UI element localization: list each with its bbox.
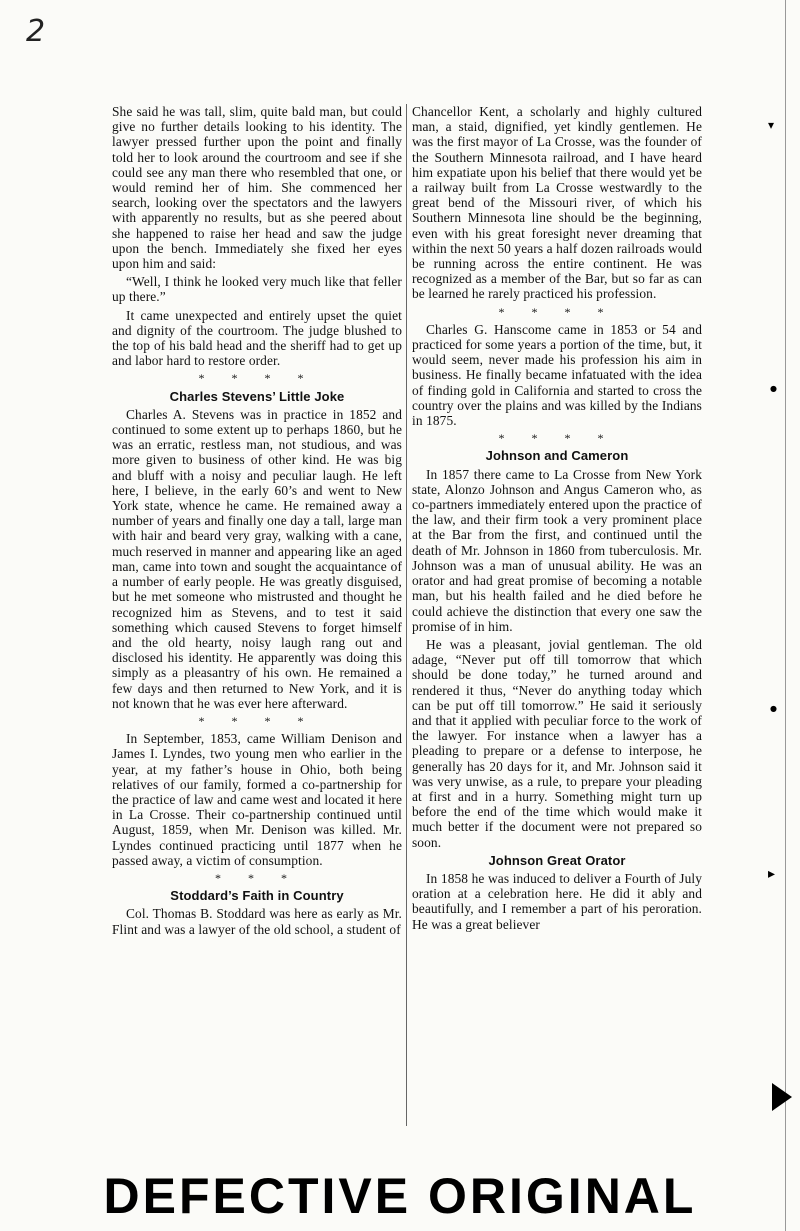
page-edge-line [785,0,786,1231]
left-paragraph-3: It came unexpected and entirely upset the quiet and dignity of the courtroom. The judge blushed to the top of his bald head and the sheriff had to get up and labor hard to restore order. [112,307,402,369]
right-column [412,104,702,935]
right-paragraph-5: In 1858 he was induced to deliver a Fourth of July oration at a celebration here. He did it ably and beautifully, and I remember a part of his peroration. He was a great believer [412,870,702,932]
section-divider: * * * * [498,431,616,446]
section-heading-stoddard: Stoddard’s Faith in Country [170,888,344,904]
left-paragraph-6: Col. Thomas B. Stoddard was here as early as Mr. Flint and was a lawyer of the old school, a student of [112,906,402,937]
margin-dot-icon: ● [770,384,777,393]
edge-pointer-icon [772,1083,792,1111]
column-rule [406,104,407,1126]
page-number: 2 [26,14,46,49]
left-paragraph-2: “Well, I think he looked very much like that feller up there.” [112,274,402,305]
left-paragraph-1: She said he was tall, slim, quite bald man, but could give no further details looking to his identity. The lawyer pressed further upon the point and finally told her to look around the courtroom and see if she could see any man there who resembled that one, or would remind her of him. She commenced her search, looking over the spectators and the lawyers with apparently no results, but as she peered about she happened to raise her head and saw the judge upon the bench. Immediately she fixed her eyes upon him and said: [112,104,402,272]
section-divider: * * * * [198,713,316,728]
right-paragraph-2: Charles G. Hanscome came in 1853 or 54 and practiced for some years a portion of the time, but, it would seem, never made his profession his aim in business. He finally became infatuated with the idea of finding gold in California and started to cross the country over the plains and was killed by the Indians in 1875. [412,321,702,429]
margin-dot-icon: ● [770,704,777,713]
right-paragraph-3: In 1857 there came to La Crosse from New York state, Alonzo Johnson and Angus Cameron who, as co-partners immediately entered upon the practice of the law, and their firm took a very prominent place at the Bar from the first, and continued until the death of Mr. Johnson in 1860 from tuberculosis. Mr. Johnson was a man of unusual ability. He was an orator and had great promise of becoming a notable man, but his health failed and he died before he could achieve the distinction that every one saw the promise of in him. [412,466,702,634]
left-paragraph-5: In September, 1853, came William Denison and James I. Lyndes, two young men who earlier in the year, at my father’s house in Ohio, both being relatives of our family, formed a co-partnership for the practice of law and came west and located it here in La Crosse. Their co-partnership continued until August, 1859, when Mr. Denison was killed. Mr. Lyndes continued practicing until 1877 when he passed away, a victim of consumption. [112,731,402,868]
margin-speck-icon: ▾ [768,118,775,132]
left-paragraph-4: Charles A. Stevens was in practice in 1852 and continued to some extent up to perhaps 1860, but he was an erratic, restless man, not studious, and was more given to business of other kind. He was big and bluff with a noisy and peculiar laugh. He left here, I believe, in the early 60’s and went to New York state, whence he came. He remained away a number of years and finally one day a tall, large man with hair and beard very gray, walking with a cane, much reserved in manner and appearing like an aged man, came into town and sought the acquaintance of a number of early people. He was greatly disguised, but he met someone who mistrusted and thought he recognized him as Stevens, and to test it said something which caused Stevens to forget himself and the old hearty, noisy laugh rang out and disclosed his identity. He apparently was doing this simply as a pleasantry of his own. He remained a few days and then returned to New York, and it is not known that he was ever here afterward. [112,406,402,711]
defective-original-banner: DEFECTIVE ORIGINAL [103,1168,697,1224]
section-heading-johnson-orator: Johnson Great Orator [488,852,626,868]
section-heading-stevens: Charles Stevens’ Little Joke [169,388,345,404]
section-heading-johnson-cameron: Johnson and Cameron [485,448,629,464]
margin-arrow-icon: ▸ [768,866,776,882]
section-divider: * * * [215,870,299,885]
section-divider: * * * * [498,304,616,319]
right-paragraph-4: He was a pleasant, jovial gentleman. The old adage, “Never put off till tomorrow that which should be done today,” he turned around and rendered it thus, “Never do anything today which can be put off till tomorrow.” He said it seriously and that it applied with peculiar force to the work of the lawyer. For instance when a lawyer has a pleading to prepare or a defense to interpose, he generally has 20 days for it, and Mr. Johnson said it was very unwise, as a rule, to prepare your pleading at first and in a hurry. Something might turn up before the end of the time which would make it much better if the document were not prepared so soon. [412,636,702,850]
left-column [112,104,402,940]
right-paragraph-1: Chancellor Kent, a scholarly and highly cultured man, a staid, dignified, yet kindly gentlemen. He was the first mayor of La Crosse, was the founder of the Southern Minnesota railroad, and I have heard him expatiate upon his belief that there would yet be a railway built from La Crosse westwardly to the great bend of the Missouri river, of which his Southern Minnesota line should be the beginning, even with his great foresight never dreaming that within the next 50 years a half dozen railroads would be running across the entire continent. He was recognized as a member of the Bar, but so far as can be learned he rarely practiced his profession. [412,104,702,302]
section-divider: * * * * [198,371,316,386]
